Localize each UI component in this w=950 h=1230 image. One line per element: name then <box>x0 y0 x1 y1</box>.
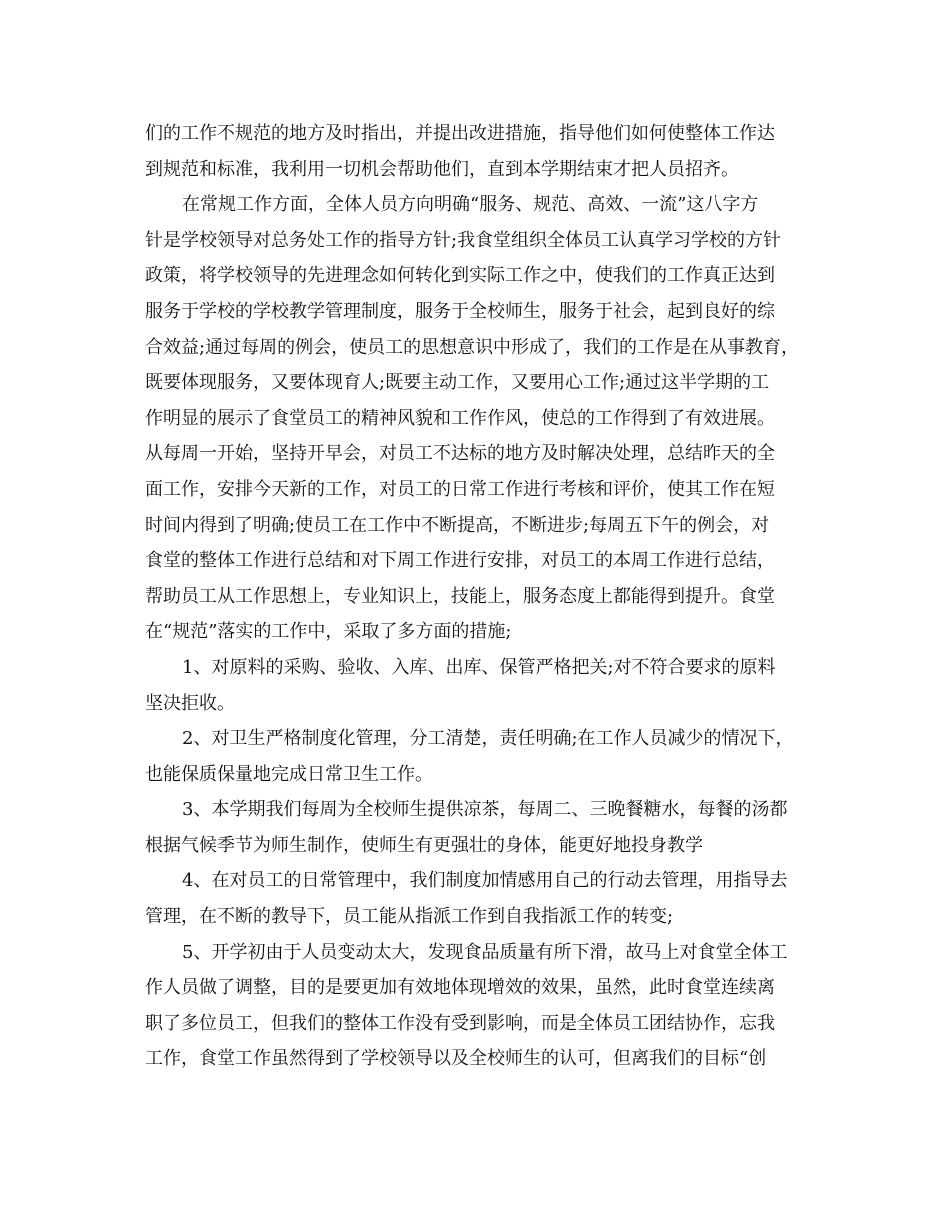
text-line: 面工作，安排今天新的工作，对员工的日常工作进行考核和评价，使其工作在短 <box>145 478 775 500</box>
text-line: 职了多位员工，但我们的整体工作没有受到影响，而是全体员工团结协作，忘我 <box>145 1012 775 1034</box>
text-line: 既要体现服务，又要体现育人;既要主动工作，又要用心工作;通过这半学期的工 <box>145 372 770 394</box>
text-line: 到规范和标准，我利用一切机会帮助他们，直到本学期结束才把人员招齐。 <box>145 158 739 180</box>
text-line: 们的工作不规范的地方及时指出，并提出改进措施，指导他们如何使整体工作达 <box>145 123 775 144</box>
text-line: 1、对原料的采购、验收、入库、出库、保管严格把关;对不符合要求的原料 <box>182 656 776 678</box>
text-line: 2、对卫生严格制度化管理，分工清楚，责任明确;在工作人员减少的情况下， <box>182 728 794 750</box>
text-line: 服务于学校的学校教学管理制度，服务于全校师生，服务于社会，起到良好的综 <box>145 300 775 322</box>
text-line: 根据气候季节为师生制作，使师生有更强壮的身体，能更好地投身教学 <box>145 834 703 856</box>
text-line: 作明显的展示了食堂员工的精神风貌和工作作风，使总的工作得到了有效进展。 <box>145 407 775 429</box>
body-text <box>145 116 835 1077</box>
text-line: 合效益;通过每周的例会，使员工的思想意识中形成了，我们的工作是在从事教育， <box>145 336 800 358</box>
text-line: 5、开学初由于人员变动太大，发现食品质量有所下滑，故马上对食堂全体工 <box>182 941 788 963</box>
text-line: 政策，将学校领导的先进理念如何转化到实际工作之中，使我们的工作真正达到 <box>145 265 775 287</box>
text-line: 在“规范”落实的工作中，采取了多方面的措施; <box>145 621 512 643</box>
text-line: 时间内得到了明确;使员工在工作中不断提高，不断进步;每周五下午的例会，对 <box>145 514 770 536</box>
text-line: 3、本学期我们每周为全校师生提供凉茶，每周二、三晚餐糖水，每餐的汤都 <box>182 799 788 821</box>
text-line: 在常规工作方面，全体人员方向明确“服务、规范、高效、一流”这八字方 <box>182 194 759 216</box>
text-line: 管理，在不断的教导下，员工能从指派工作到自我指派工作的转变; <box>145 906 674 928</box>
text-line: 工作，食堂工作虽然得到了学校领导以及全校师生的认可，但离我们的目标“创 <box>145 1048 767 1070</box>
text-line: 针是学校领导对总务处工作的指导方针;我食堂组织全体员工认真学习学校的方针 <box>145 229 782 251</box>
text-line: 坚决拒收。 <box>145 692 235 714</box>
text-line: 食堂的整体工作进行总结和对下周工作进行安排，对员工的本周工作进行总结， <box>145 550 775 572</box>
text-line: 从每周一开始，坚持开早会，对员工不达标的地方及时解决处理，总结昨天的全 <box>145 443 775 465</box>
text-line: 帮助员工从工作思想上，专业知识上，技能上，服务态度上都能得到提升。食堂 <box>145 585 775 607</box>
text-line: 4、在对员工的日常管理中，我们制度加情感用自己的行动去管理，用指导去 <box>182 870 788 892</box>
text-line: 作人员做了调整，目的是要更加有效地体现增效的效果，虽然，此时食堂连续离 <box>145 977 775 999</box>
text-line: 也能保质保量地完成日常卫生工作。 <box>145 763 433 785</box>
